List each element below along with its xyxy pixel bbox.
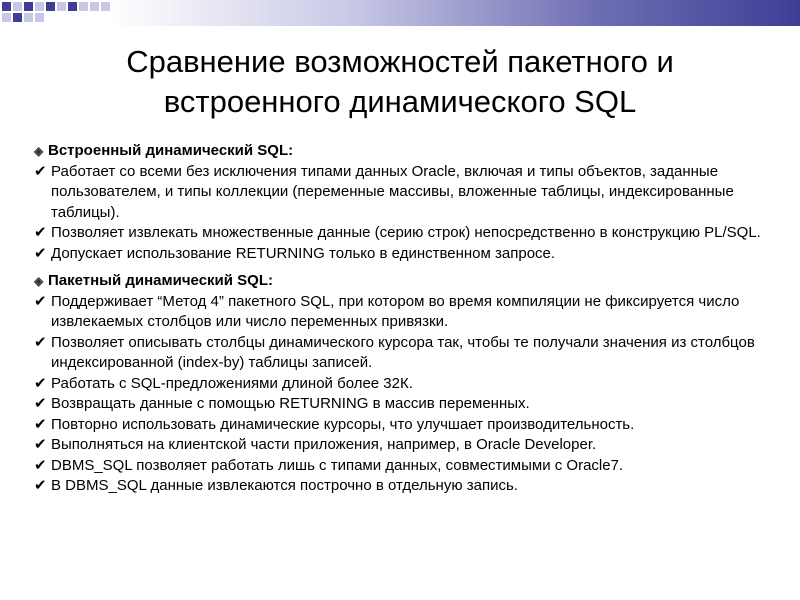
decorative-squares — [0, 0, 140, 30]
list-item-text: DBMS_SQL позволяет работать лишь с типами данных, совместимыми с Oracle7. — [51, 456, 624, 474]
header-gradient-band — [110, 0, 800, 26]
list-item-text: Повторно использовать динамические курсоры, что улучшает производительность. — [51, 415, 635, 433]
list-item — [34, 223, 784, 244]
list-item — [34, 476, 784, 497]
section-embedded-sql — [34, 141, 784, 264]
list-item — [34, 435, 784, 456]
checkmark-icon: ✔ — [34, 456, 47, 474]
section-heading — [34, 271, 784, 292]
slide-title-line-2: встроенного динамического SQL — [163, 84, 637, 119]
checkmark-icon: ✔ — [34, 333, 47, 351]
slide-body — [34, 141, 784, 504]
section-heading — [34, 141, 784, 162]
list-item — [34, 415, 784, 436]
checkmark-icon: ✔ — [34, 244, 47, 262]
checkmark-icon: ✔ — [34, 374, 47, 392]
header-decoration — [0, 0, 800, 26]
section-package-sql — [34, 271, 784, 497]
checkmark-icon: ✔ — [34, 162, 47, 180]
list-item-text: Выполняться на клиентской части приложения, например, в Oracle Developer. — [51, 436, 597, 453]
list-item — [34, 292, 784, 333]
list-item-text: Позволяет описывать столбцы динамического курсора так, чтобы те получали значения из столбцов индексированной (index-by) таблицы записей. — [51, 333, 755, 371]
checkmark-icon: ✔ — [34, 395, 47, 412]
checkmark-icon: ✔ — [34, 224, 47, 241]
list-item-text: Допускает использование RETURNING только в единственном запросе. — [51, 244, 556, 262]
list-item-text: Работает со всеми без исключения типами данных Oracle, включая и типы объектов, заданные пользователем, и типы коллекции (переменные массивы, вложенные таблицы, индексированные таблицы). — [51, 162, 734, 221]
section-heading-text: Встроенный динамический SQL: — [48, 142, 294, 159]
list-item — [34, 333, 784, 374]
section-heading-text: Пакетный динамический SQL: — [48, 272, 273, 289]
diamond-bullet-icon: ◈ — [34, 144, 44, 158]
list-item-text: Работать с SQL-предложениями длиной более 32К. — [51, 374, 413, 392]
list-item — [34, 394, 784, 415]
checkmark-icon: ✔ — [34, 292, 47, 310]
list-item-text: Возвращать данные с помощью RETURNING в массив переменных. — [51, 395, 530, 412]
checkmark-icon: ✔ — [34, 477, 47, 494]
list-item — [34, 456, 784, 477]
list-item — [34, 374, 784, 395]
list-item-text: Поддерживает “Метод 4” пакетного SQL, при котором во время компиляции не фиксируется число извлекаемых столбцов или число переменных привязки. — [51, 292, 740, 330]
checkmark-icon: ✔ — [34, 415, 47, 433]
diamond-bullet-icon: ◈ — [34, 274, 44, 288]
slide-title-line-1: Сравнение возможностей пакетного и — [126, 44, 674, 79]
list-item — [34, 244, 784, 265]
list-item-text: В DBMS_SQL данные извлекаются построчно в отдельную запись. — [51, 477, 518, 494]
slide-title — [40, 42, 760, 122]
list-item — [34, 162, 784, 224]
checkmark-icon: ✔ — [34, 436, 47, 453]
list-item-text: Позволяет извлекать множественные данные (серию строк) непосредственно в конструкцию PL/SQL. — [51, 224, 761, 241]
